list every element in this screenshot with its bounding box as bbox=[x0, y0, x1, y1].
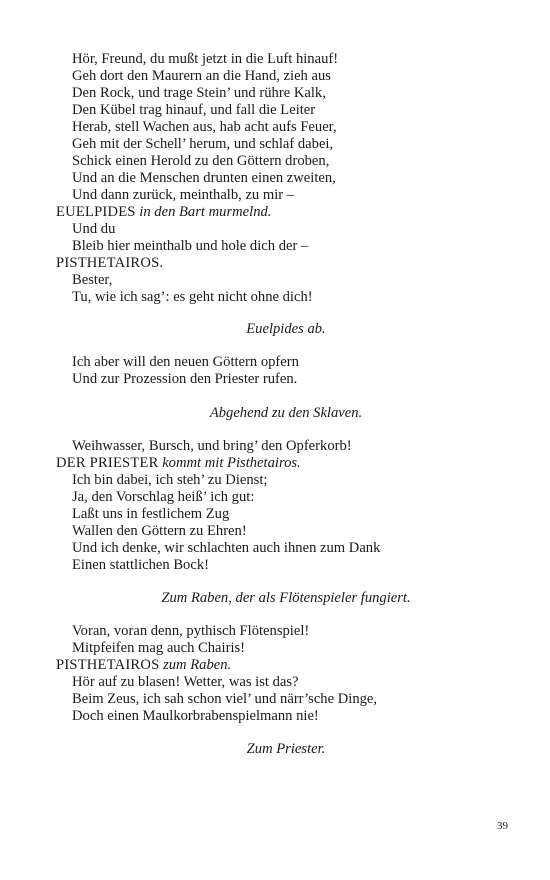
verse-line: Tu, wie ich sag’: es geht nicht ohne dich! bbox=[72, 289, 313, 305]
verse-line: Und du bbox=[72, 221, 116, 237]
verse-block-4 bbox=[56, 354, 516, 388]
verse-line: Wallen den Göttern zu Ehren! bbox=[72, 523, 247, 539]
verse-line: Schick einen Herold zu den Göttern droben, bbox=[72, 153, 330, 169]
stage-direction: Euelpides ab. bbox=[246, 321, 326, 337]
speaker-name: PISTHETAIROS bbox=[56, 657, 160, 673]
stage-direction: Abgehend zu den Sklaven. bbox=[209, 405, 363, 421]
verse-line: Ja, den Vorschlag heiß’ ich gut: bbox=[72, 489, 255, 505]
verse-line: Den Kübel trag hinauf, und fall die Leiter bbox=[72, 102, 316, 118]
verse-line: Bleib hier meinthalb und hole dich der – bbox=[72, 238, 309, 254]
verse-line: Ich bin dabei, ich steh’ zu Dienst; bbox=[72, 472, 268, 488]
verse-line: Und an die Menschen drunten einen zweiten, bbox=[72, 170, 336, 186]
verse-line: Voran, voran denn, pythisch Flötenspiel! bbox=[72, 623, 310, 639]
verse-line: Mitpfeifen mag auch Chairis! bbox=[72, 640, 246, 656]
speaker-name: EUELPIDES bbox=[56, 204, 136, 220]
stage-direction-inline: in den Bart murmelnd. bbox=[139, 204, 272, 220]
verse-line: Herab, stell Wachen aus, hab acht aufs Feuer, bbox=[72, 119, 337, 135]
speaker-name: DER PRIESTER bbox=[56, 455, 159, 471]
stage-direction-inline: kommt mit Pisthetairos. bbox=[162, 455, 301, 471]
stage-direction: Zum Raben, der als Flötenspieler fungiert. bbox=[161, 590, 411, 606]
verse-line: Laßt uns in festlichem Zug bbox=[72, 506, 230, 522]
verse-line: Doch einen Maulkorbrabenspielmann nie! bbox=[72, 708, 319, 724]
stage-direction: Zum Priester. bbox=[246, 741, 326, 757]
stage-direction-inline: zum Raben. bbox=[163, 657, 232, 673]
speaker-line bbox=[56, 657, 516, 674]
verse-line: Weihwasser, Bursch, und bring’ den Opferkorb! bbox=[72, 438, 352, 454]
speaker-name: PISTHETAIROS. bbox=[56, 255, 164, 271]
verse-line: Hör, Freund, du mußt jetzt in die Luft hinauf! bbox=[72, 51, 339, 67]
verse-line: Einen stattlichen Bock! bbox=[72, 557, 209, 573]
verse-block-1 bbox=[56, 51, 516, 306]
verse-line: Und zur Prozession den Priester rufen. bbox=[72, 371, 298, 387]
speaker-line bbox=[56, 455, 516, 472]
verse-block-6 bbox=[56, 438, 516, 574]
verse-line: Ich aber will den neuen Göttern opfern bbox=[72, 354, 299, 370]
verse-block-8 bbox=[56, 623, 516, 725]
verse-line: Hör auf zu blasen! Wetter, was ist das? bbox=[72, 674, 299, 690]
verse-line: Und dann zurück, meinthalb, zu mir – bbox=[72, 187, 295, 203]
verse-line: Und ich denke, wir schlachten auch ihnen zum Dank bbox=[72, 540, 381, 556]
verse-line: Geh dort den Maurern an die Hand, zieh aus bbox=[72, 68, 331, 84]
verse-line: Geh mit der Schell’ herum, und schlaf dabei, bbox=[72, 136, 334, 152]
page-number: 39 bbox=[497, 820, 508, 832]
verse-line: Bester, bbox=[72, 272, 113, 288]
speaker-line bbox=[56, 255, 516, 272]
verse-line: Den Rock, und trage Stein’ und rühre Kalk, bbox=[72, 85, 326, 101]
speaker-line bbox=[56, 204, 516, 221]
verse-line: Beim Zeus, ich sah schon viel’ und närr’sche Dinge, bbox=[72, 691, 378, 707]
